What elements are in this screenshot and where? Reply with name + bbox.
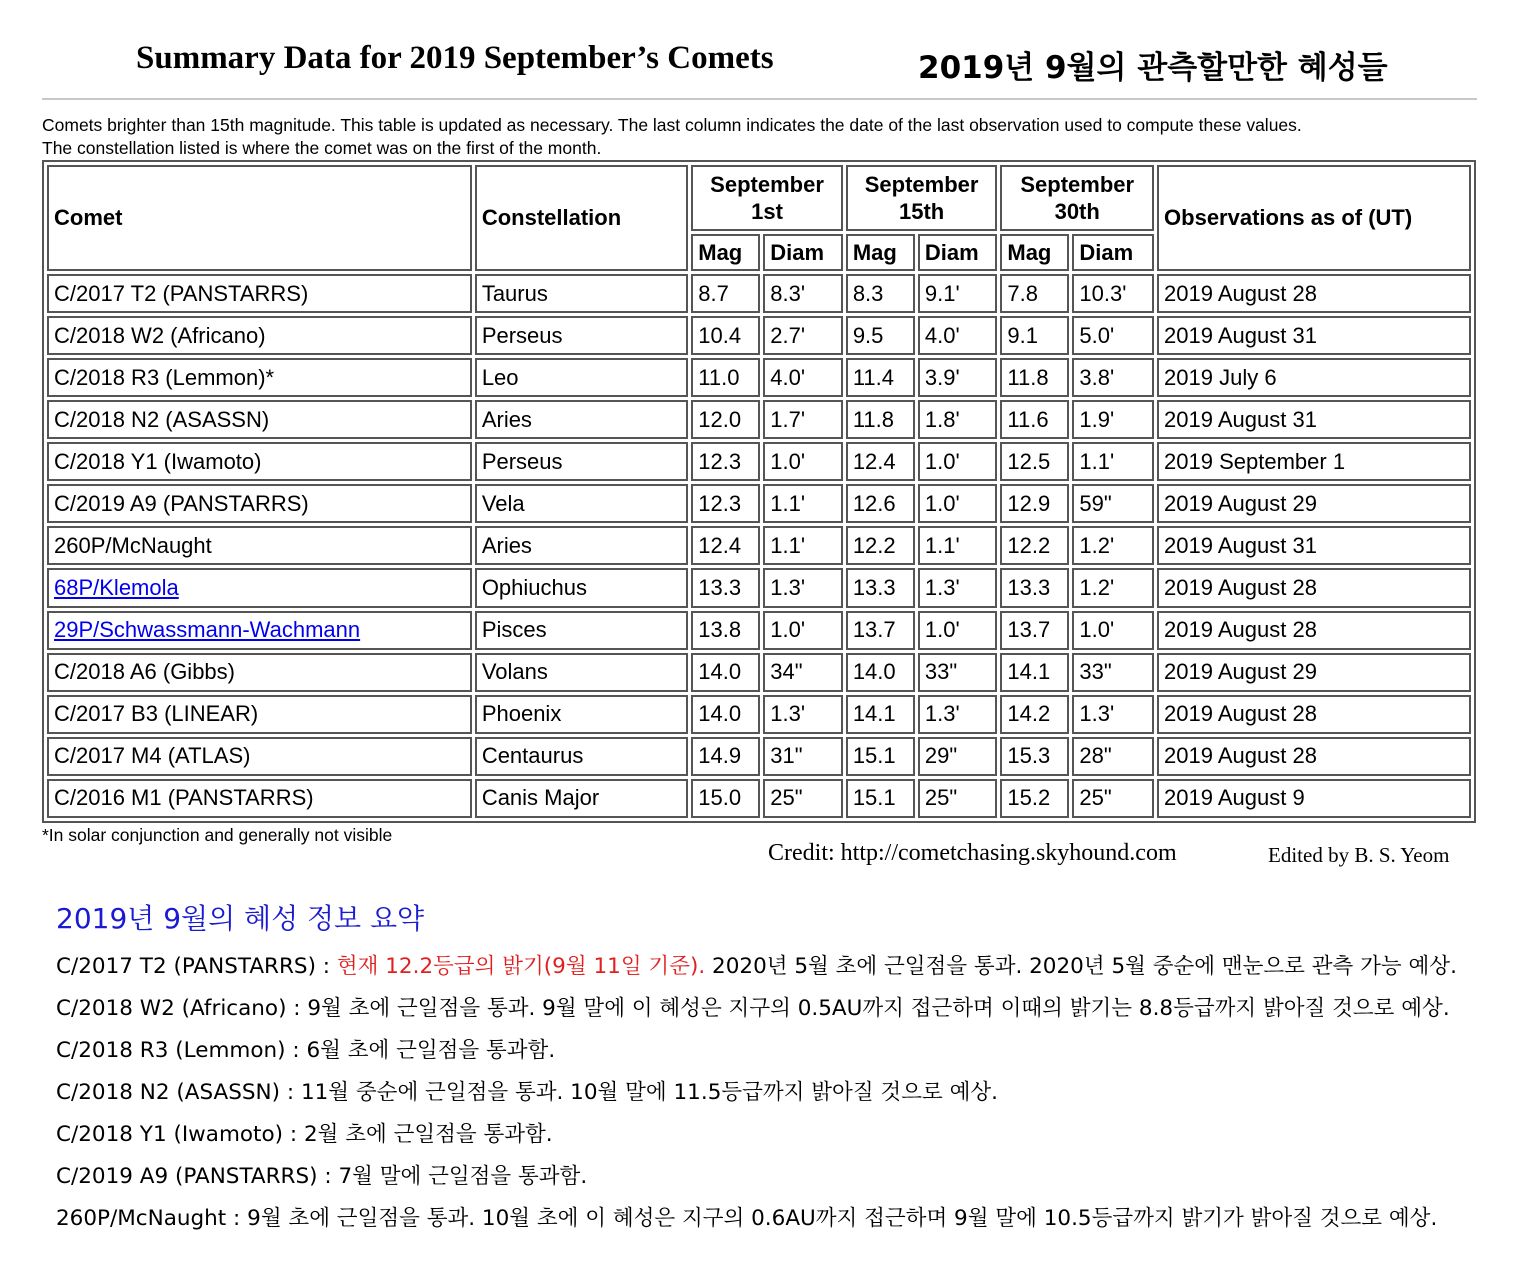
summary-title: 2019년 9월의 혜성 정보 요약 bbox=[56, 902, 425, 935]
intro-line: Comets brighter than 15th magnitude. This table is updated as necessary. The last column indicates the date of the last observation used to compute these values. bbox=[42, 115, 1302, 135]
cell-constellation: Ophiuchus bbox=[475, 568, 688, 607]
horizontal-rule bbox=[42, 98, 1477, 100]
summary-comet-name: 260P/McNaught bbox=[56, 1206, 227, 1231]
cell-comet: C/2017 M4 (ATLAS) bbox=[47, 737, 472, 776]
summary-comet-name: C/2018 W2 (Africano) bbox=[56, 996, 287, 1021]
header-diam: Diam bbox=[918, 234, 998, 271]
cell-constellation: Vela bbox=[475, 484, 688, 523]
credit-line: Credit: http://cometchasing.skyhound.com bbox=[768, 840, 1177, 866]
table-row bbox=[47, 442, 1471, 481]
page-title-korean: 2019년 9월의 관측할만한 혜성들 bbox=[918, 50, 1388, 86]
cell-mag: 11.8 bbox=[846, 400, 915, 439]
cell-diam: 1.1' bbox=[918, 526, 998, 565]
cell-diam: 25" bbox=[1072, 779, 1154, 818]
summary-comet-name: C/2017 T2 (PANSTARRS) bbox=[56, 954, 316, 979]
table-row bbox=[47, 653, 1471, 692]
cell-comet: C/2018 A6 (Gibbs) bbox=[47, 653, 472, 692]
summary-list bbox=[56, 946, 1457, 1240]
cell-constellation: Canis Major bbox=[475, 779, 688, 818]
cell-diam: 1.0' bbox=[763, 611, 843, 650]
cell-diam: 59" bbox=[1072, 484, 1154, 523]
summary-line bbox=[56, 1072, 1457, 1114]
cell-mag: 12.9 bbox=[1000, 484, 1069, 523]
cell-mag: 14.0 bbox=[691, 695, 760, 734]
cell-mag: 14.9 bbox=[691, 737, 760, 776]
summary-text: 2020년 5월 초에 근일점을 통과. 2020년 5월 중순에 맨눈으로 관측 가능 예상. bbox=[705, 954, 1457, 979]
cell-mag: 13.7 bbox=[1000, 611, 1069, 650]
summary-highlight: 현재 12.2등급의 밝기(9월 11일 기준). bbox=[336, 954, 706, 979]
footnote: *In solar conjunction and generally not visible bbox=[42, 825, 393, 845]
cell-observation-date: 2019 August 29 bbox=[1157, 653, 1471, 692]
summary-comet-name: C/2018 Y1 (Iwamoto) bbox=[56, 1122, 284, 1147]
summary-text: 11월 중순에 근일점을 통과. 10월 말에 11.5등급까지 밝아질 것으로 예상. bbox=[300, 1080, 998, 1105]
cell-mag: 12.6 bbox=[846, 484, 915, 523]
cell-diam: 1.0' bbox=[918, 611, 998, 650]
cell-diam: 1.2' bbox=[1072, 568, 1154, 607]
cell-mag: 11.8 bbox=[1000, 358, 1069, 397]
table-row bbox=[47, 611, 1471, 650]
table-row bbox=[47, 358, 1471, 397]
cell-mag: 13.3 bbox=[846, 568, 915, 607]
table-row bbox=[47, 400, 1471, 439]
cell-diam: 1.0' bbox=[763, 442, 843, 481]
cell-diam: 1.8' bbox=[918, 400, 998, 439]
summary-comet-name: C/2018 N2 (ASASSN) bbox=[56, 1080, 281, 1105]
header-september-1st: September 1st bbox=[691, 165, 843, 231]
intro-line: The constellation listed is where the comet was on the first of the month. bbox=[42, 138, 602, 158]
summary-line bbox=[56, 1030, 1457, 1072]
cell-mag: 8.3 bbox=[846, 274, 915, 313]
table-body bbox=[47, 274, 1471, 818]
cell-mag: 8.7 bbox=[691, 274, 760, 313]
intro-text bbox=[42, 114, 1302, 160]
cell-observation-date: 2019 August 9 bbox=[1157, 779, 1471, 818]
summary-comet-name: C/2019 A9 (PANSTARRS) bbox=[56, 1164, 318, 1189]
cell-comet: C/2018 N2 (ASASSN) bbox=[47, 400, 472, 439]
summary-text: 9월 초에 근일점을 통과. 9월 말에 이 혜성은 지구의 0.5AU까지 접근하며 이때의 밝기는 8.8등급까지 밝아질 것으로 예상. bbox=[307, 996, 1450, 1021]
cell-mag: 12.5 bbox=[1000, 442, 1069, 481]
header-observations: Observations as of (UT) bbox=[1157, 165, 1471, 271]
cell-observation-date: 2019 July 6 bbox=[1157, 358, 1471, 397]
cell-comet: 260P/McNaught bbox=[47, 526, 472, 565]
summary-text: 2월 초에 근일점을 통과함. bbox=[303, 1122, 553, 1147]
summary-text: 7월 말에 근일점을 통과함. bbox=[338, 1164, 588, 1189]
cell-constellation: Aries bbox=[475, 526, 688, 565]
editor-line: Edited by B. S. Yeom bbox=[1268, 843, 1450, 867]
cell-constellation: Taurus bbox=[475, 274, 688, 313]
cell-diam: 5.0' bbox=[1072, 316, 1154, 355]
header-constellation: Constellation bbox=[475, 165, 688, 271]
cell-constellation: Perseus bbox=[475, 316, 688, 355]
cell-diam: 1.1' bbox=[1072, 442, 1154, 481]
cell-comet: C/2017 T2 (PANSTARRS) bbox=[47, 274, 472, 313]
cell-mag: 11.6 bbox=[1000, 400, 1069, 439]
cell-diam: 4.0' bbox=[918, 316, 998, 355]
cell-mag: 12.3 bbox=[691, 484, 760, 523]
table-row bbox=[47, 484, 1471, 523]
cell-diam: 31" bbox=[763, 737, 843, 776]
cell-diam: 1.9' bbox=[1072, 400, 1154, 439]
cell-diam: 10.3' bbox=[1072, 274, 1154, 313]
cell-mag: 12.4 bbox=[846, 442, 915, 481]
cell-mag: 15.1 bbox=[846, 779, 915, 818]
cell-observation-date: 2019 August 28 bbox=[1157, 737, 1471, 776]
cell-mag: 12.0 bbox=[691, 400, 760, 439]
cell-observation-date: 2019 September 1 bbox=[1157, 442, 1471, 481]
cell-mag: 14.2 bbox=[1000, 695, 1069, 734]
cell-mag: 13.7 bbox=[846, 611, 915, 650]
summary-separator: : bbox=[315, 954, 337, 979]
cell-diam: 1.3' bbox=[763, 568, 843, 607]
cell-diam: 1.1' bbox=[763, 526, 843, 565]
summary-separator: : bbox=[280, 1080, 301, 1105]
header-mag: Mag bbox=[846, 234, 915, 271]
summary-text: 6월 초에 근일점을 통과함. bbox=[306, 1038, 556, 1063]
table-row bbox=[47, 316, 1471, 355]
cell-constellation: Volans bbox=[475, 653, 688, 692]
cell-observation-date: 2019 August 28 bbox=[1157, 695, 1471, 734]
cell-observation-date: 2019 August 31 bbox=[1157, 316, 1471, 355]
cell-mag: 14.0 bbox=[691, 653, 760, 692]
cell-diam: 33" bbox=[918, 653, 998, 692]
cell-comet: C/2018 Y1 (Iwamoto) bbox=[47, 442, 472, 481]
table-row bbox=[47, 695, 1471, 734]
table-row bbox=[47, 526, 1471, 565]
cell-diam: 9.1' bbox=[918, 274, 998, 313]
cell-mag: 12.4 bbox=[691, 526, 760, 565]
cell-diam: 1.1' bbox=[763, 484, 843, 523]
cell-constellation: Centaurus bbox=[475, 737, 688, 776]
cell-comet: C/2019 A9 (PANSTARRS) bbox=[47, 484, 472, 523]
cell-mag: 12.3 bbox=[691, 442, 760, 481]
cell-mag: 11.4 bbox=[846, 358, 915, 397]
cell-observation-date: 2019 August 28 bbox=[1157, 274, 1471, 313]
cell-diam: 1.0' bbox=[918, 484, 998, 523]
table-row bbox=[47, 274, 1471, 313]
cell-mag: 15.1 bbox=[846, 737, 915, 776]
cell-mag: 15.3 bbox=[1000, 737, 1069, 776]
cell-comet[interactable] bbox=[47, 568, 472, 607]
header-september-30th: September 30th bbox=[1000, 165, 1154, 231]
summary-line bbox=[56, 1156, 1457, 1198]
cell-mag: 11.0 bbox=[691, 358, 760, 397]
cell-mag: 15.2 bbox=[1000, 779, 1069, 818]
cell-mag: 9.5 bbox=[846, 316, 915, 355]
cell-observation-date: 2019 August 28 bbox=[1157, 611, 1471, 650]
table-row bbox=[47, 737, 1471, 776]
cell-mag: 14.1 bbox=[846, 695, 915, 734]
cell-comet: C/2018 R3 (Lemmon)* bbox=[47, 358, 472, 397]
summary-line bbox=[56, 1114, 1457, 1156]
summary-separator: : bbox=[317, 1164, 339, 1189]
cell-mag: 13.3 bbox=[691, 568, 760, 607]
cell-constellation: Phoenix bbox=[475, 695, 688, 734]
cell-diam: 3.9' bbox=[918, 358, 998, 397]
cell-mag: 7.8 bbox=[1000, 274, 1069, 313]
summary-line bbox=[56, 946, 1457, 988]
summary-line bbox=[56, 1198, 1457, 1240]
cell-diam: 1.2' bbox=[1072, 526, 1154, 565]
cell-observation-date: 2019 August 29 bbox=[1157, 484, 1471, 523]
summary-separator: : bbox=[226, 1206, 248, 1231]
header-mag: Mag bbox=[691, 234, 760, 271]
cell-mag: 14.1 bbox=[1000, 653, 1069, 692]
summary-line bbox=[56, 988, 1457, 1030]
header-comet: Comet bbox=[47, 165, 472, 271]
cell-observation-date: 2019 August 31 bbox=[1157, 526, 1471, 565]
cell-mag: 10.4 bbox=[691, 316, 760, 355]
cell-comet: C/2017 B3 (LINEAR) bbox=[47, 695, 472, 734]
header-diam: Diam bbox=[1072, 234, 1154, 271]
header-mag: Mag bbox=[1000, 234, 1069, 271]
cell-constellation: Leo bbox=[475, 358, 688, 397]
cell-diam: 33" bbox=[1072, 653, 1154, 692]
summary-separator: : bbox=[286, 996, 308, 1021]
cell-diam: 1.3' bbox=[763, 695, 843, 734]
header-diam: Diam bbox=[763, 234, 843, 271]
comet-link[interactable]: 29P/Schwassmann-Wachmann bbox=[54, 617, 361, 643]
cell-diam: 1.7' bbox=[763, 400, 843, 439]
cell-mag: 9.1 bbox=[1000, 316, 1069, 355]
cell-mag: 13.3 bbox=[1000, 568, 1069, 607]
summary-separator: : bbox=[283, 1122, 304, 1147]
cell-mag: 13.8 bbox=[691, 611, 760, 650]
page-title-english: Summary Data for 2019 September’s Comets bbox=[136, 40, 774, 76]
cell-constellation: Pisces bbox=[475, 611, 688, 650]
cell-mag: 12.2 bbox=[1000, 526, 1069, 565]
cell-diam: 25" bbox=[763, 779, 843, 818]
cell-comet: C/2016 M1 (PANSTARRS) bbox=[47, 779, 472, 818]
table-row bbox=[47, 779, 1471, 818]
cell-diam: 29" bbox=[918, 737, 998, 776]
cell-mag: 14.0 bbox=[846, 653, 915, 692]
cell-comet[interactable] bbox=[47, 611, 472, 650]
cell-diam: 4.0' bbox=[763, 358, 843, 397]
cell-diam: 2.7' bbox=[763, 316, 843, 355]
cell-diam: 28" bbox=[1072, 737, 1154, 776]
summary-text: 9월 초에 근일점을 통과. 10월 초에 이 혜성은 지구의 0.6AU까지 접근하며 9월 말에 10.5등급까지 밝기가 밝아질 것으로 예상. bbox=[247, 1206, 1438, 1231]
summary-comet-name: C/2018 R3 (Lemmon) bbox=[56, 1038, 286, 1063]
cell-constellation: Perseus bbox=[475, 442, 688, 481]
cell-diam: 1.3' bbox=[918, 695, 998, 734]
cell-observation-date: 2019 August 31 bbox=[1157, 400, 1471, 439]
cell-diam: 1.0' bbox=[1072, 611, 1154, 650]
header-september-15th: September 15th bbox=[846, 165, 998, 231]
cell-diam: 1.0' bbox=[918, 442, 998, 481]
cell-diam: 8.3' bbox=[763, 274, 843, 313]
summary-separator: : bbox=[285, 1038, 307, 1063]
cell-constellation: Aries bbox=[475, 400, 688, 439]
cell-comet: C/2018 W2 (Africano) bbox=[47, 316, 472, 355]
cell-mag: 12.2 bbox=[846, 526, 915, 565]
cell-diam: 1.3' bbox=[918, 568, 998, 607]
table-row bbox=[47, 568, 1471, 607]
cell-diam: 25" bbox=[918, 779, 998, 818]
cell-diam: 1.3' bbox=[1072, 695, 1154, 734]
cell-diam: 34" bbox=[763, 653, 843, 692]
comet-summary-table bbox=[42, 160, 1476, 823]
comet-link[interactable]: 68P/Klemola bbox=[54, 574, 179, 600]
cell-mag: 15.0 bbox=[691, 779, 760, 818]
cell-observation-date: 2019 August 28 bbox=[1157, 568, 1471, 607]
cell-diam: 3.8' bbox=[1072, 358, 1154, 397]
